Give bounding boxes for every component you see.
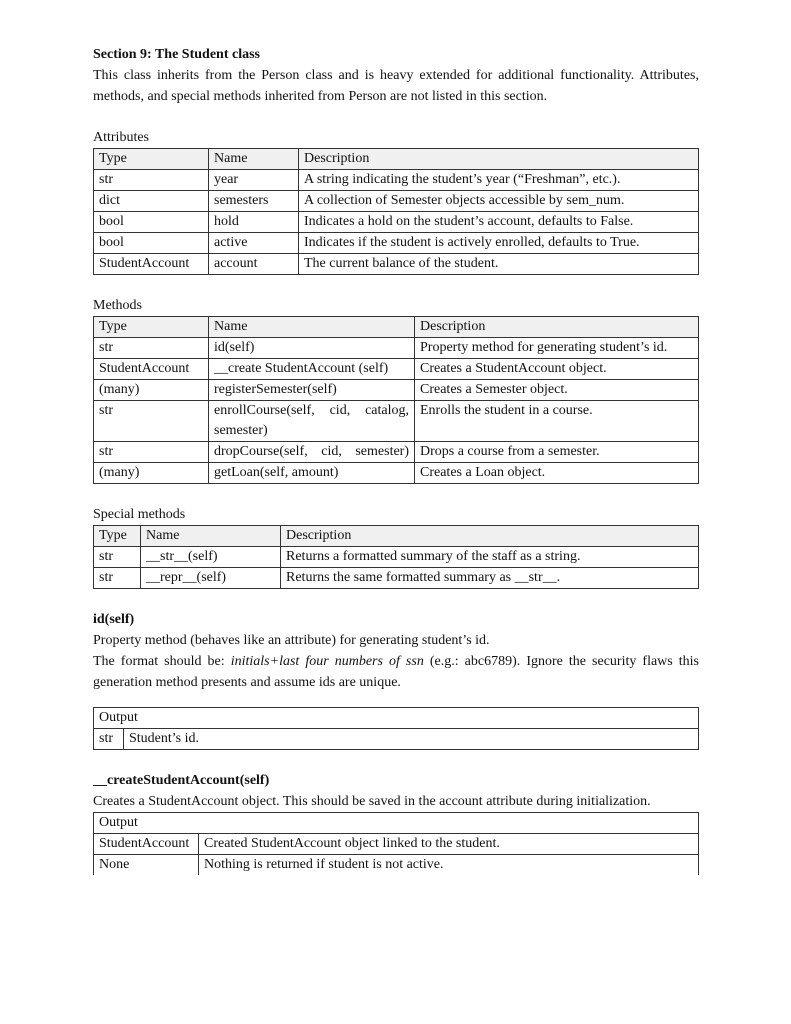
create-account-text: Creates a StudentAccount object. This should be saved in the account attribute during initialization. — [93, 794, 651, 809]
cell-type: str — [94, 729, 124, 750]
cell-type: bool — [94, 233, 209, 254]
cell-type: bool — [94, 212, 209, 233]
cell-description: Drops a course from a semester. — [415, 442, 699, 463]
cell-type: str — [94, 442, 209, 463]
header-type: Type — [94, 526, 141, 547]
create-account-output-table — [93, 812, 699, 875]
format-pattern: initials+last four numbers of ssn — [230, 654, 424, 669]
cell-description: Created StudentAccount object linked to the student. — [199, 834, 699, 855]
attributes-label: Attributes — [93, 130, 149, 145]
header-name: Name — [209, 149, 299, 170]
table-row — [94, 547, 699, 568]
cell-description: A string indicating the student’s year (“Freshman”, etc.). — [299, 170, 699, 191]
table-row — [94, 834, 699, 855]
cell-description: Creates a Semester object. — [415, 380, 699, 401]
methods-label: Methods — [93, 298, 142, 313]
methods-table — [93, 316, 699, 484]
cell-description: Indicates a hold on the student’s account, defaults to False. — [299, 212, 699, 233]
attributes-table — [93, 148, 699, 275]
cell-description: Indicates if the student is actively enrolled, defaults to True. — [299, 233, 699, 254]
cell-type: str — [94, 401, 209, 442]
cell-name: dropCourse(self, cid, semester) — [209, 442, 415, 463]
cell-name: __repr__(self) — [141, 568, 281, 589]
table-row — [94, 233, 699, 254]
cell-description: Student’s id. — [124, 729, 699, 750]
table-header-row — [94, 813, 699, 834]
table-row — [94, 380, 699, 401]
cell-description: The current balance of the student. — [299, 254, 699, 275]
cell-name: enrollCourse(self, cid, catalog, semester) — [209, 401, 415, 442]
cell-description: Creates a StudentAccount object. — [415, 359, 699, 380]
cell-description: Property method for generating student’s id. — [415, 338, 699, 359]
cell-name: hold — [209, 212, 299, 233]
section-title: Section 9: The Student class — [93, 47, 260, 62]
table-row — [94, 855, 699, 876]
cell-description: Creates a Loan object. — [415, 463, 699, 484]
cell-type: StudentAccount — [94, 834, 199, 855]
header-name: Name — [141, 526, 281, 547]
cell-type: StudentAccount — [94, 254, 209, 275]
table-row — [94, 568, 699, 589]
table-row — [94, 401, 699, 442]
table-row — [94, 254, 699, 275]
cell-description: Returns the same formatted summary as __str__. — [281, 568, 699, 589]
id-output-table — [93, 707, 699, 750]
header-type: Type — [94, 317, 209, 338]
output-header: Output — [94, 708, 699, 729]
header-description: Description — [299, 149, 699, 170]
id-method-format — [93, 651, 699, 693]
cell-type: str — [94, 568, 141, 589]
table-row — [94, 442, 699, 463]
cell-type: str — [94, 338, 209, 359]
cell-name: year — [209, 170, 299, 191]
cell-name: active — [209, 233, 299, 254]
cell-name: getLoan(self, amount) — [209, 463, 415, 484]
table-row — [94, 338, 699, 359]
cell-type: (many) — [94, 463, 209, 484]
cell-type: (many) — [94, 380, 209, 401]
cell-name: __create StudentAccount (self) — [209, 359, 415, 380]
output-header: Output — [94, 813, 699, 834]
table-row — [94, 463, 699, 484]
header-name: Name — [209, 317, 415, 338]
header-description: Description — [281, 526, 699, 547]
special-methods-label: Special methods — [93, 507, 186, 522]
create-account-heading: __createStudentAccount(self) — [93, 773, 270, 788]
cell-description: Nothing is returned if student is not active. — [199, 855, 699, 876]
header-type: Type — [94, 149, 209, 170]
table-header-row — [94, 149, 699, 170]
cell-type: str — [94, 170, 209, 191]
cell-name: registerSemester(self) — [209, 380, 415, 401]
cell-type: StudentAccount — [94, 359, 209, 380]
special-methods-table — [93, 525, 699, 589]
cell-name: account — [209, 254, 299, 275]
cell-type: None — [94, 855, 199, 876]
table-row — [94, 212, 699, 233]
table-header-row — [94, 317, 699, 338]
cell-name: __str__(self) — [141, 547, 281, 568]
intro-paragraph: This class inherits from the Person class and is heavy extended for additional functionality. Attributes, methods, and special methods inherited from Person are not listed in this section. — [93, 68, 699, 104]
cell-type: str — [94, 547, 141, 568]
cell-description: A collection of Semester objects accessible by sem_num. — [299, 191, 699, 212]
table-row — [94, 729, 699, 750]
cell-description: Returns a formatted summary of the staff as a string. — [281, 547, 699, 568]
table-header-row — [94, 708, 699, 729]
cell-name: id(self) — [209, 338, 415, 359]
cell-type: dict — [94, 191, 209, 212]
id-method-line1: Property method (behaves like an attribute) for generating student’s id. — [93, 633, 490, 648]
document-page — [93, 44, 699, 875]
cell-description: Enrolls the student in a course. — [415, 401, 699, 442]
cell-name: semesters — [209, 191, 299, 212]
format-prefix: The format should be: — [93, 654, 231, 669]
table-row — [94, 191, 699, 212]
format-suffix: (e.g.: abc6789). Ignore the security flaws this generation method presents and assume ids are unique. — [93, 654, 700, 690]
id-method-heading: id(self) — [93, 612, 135, 627]
header-description: Description — [415, 317, 699, 338]
table-row — [94, 359, 699, 380]
table-header-row — [94, 526, 699, 547]
table-row — [94, 170, 699, 191]
